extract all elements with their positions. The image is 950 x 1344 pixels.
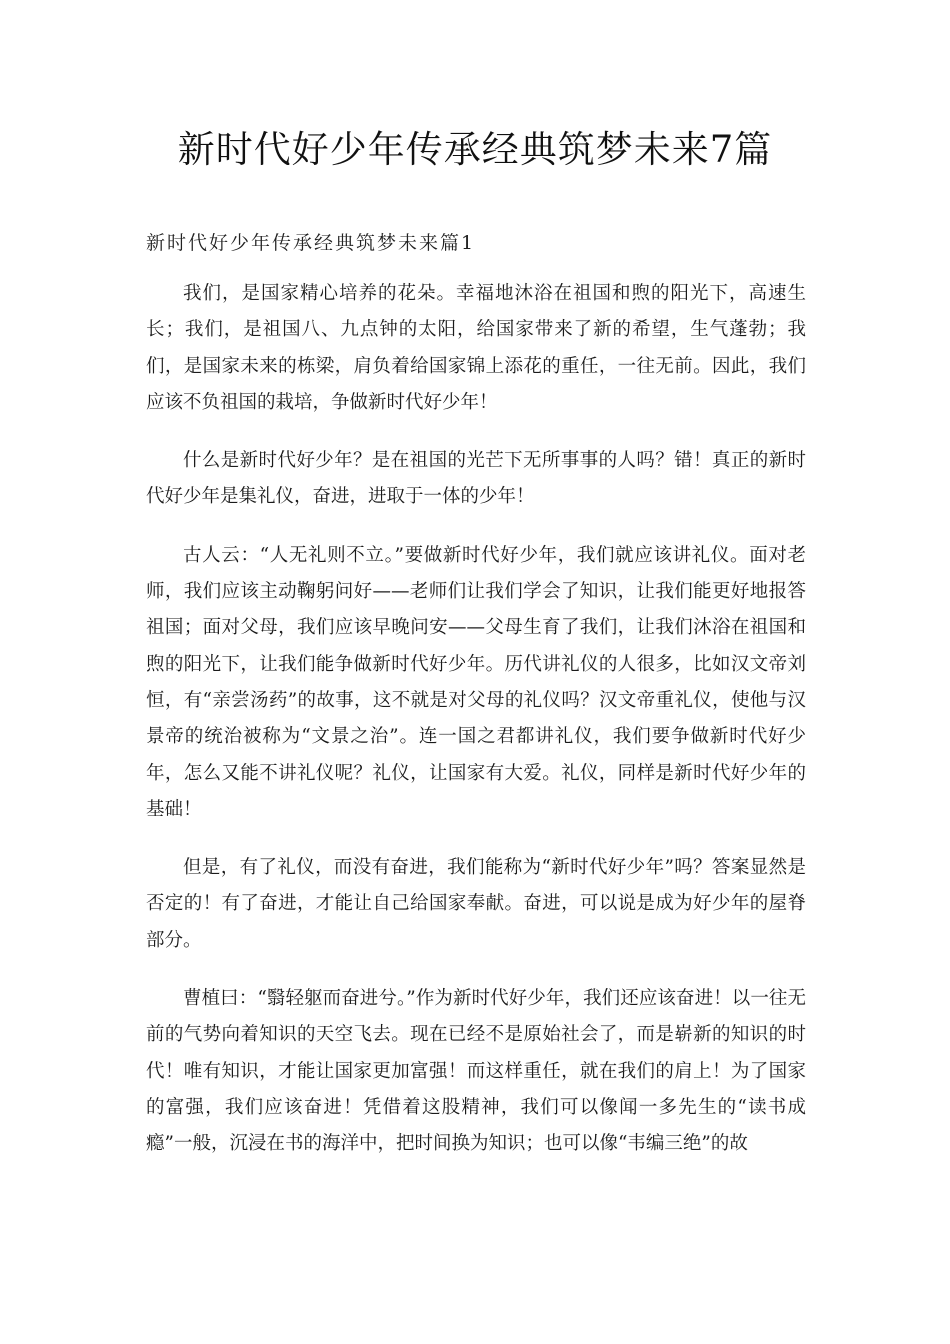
paragraph-1: 我们，是国家精心培养的花朵。幸福地沐浴在祖国和煦的阳光下，高速生长；我们，是祖国八、九点钟的太阳，给国家带来了新的希望，生气蓬勃；我们，是国家未来的栋梁，肩负着给国家锦上添花的重任，一往无前。因此，我们应该不负祖国的栽培，争做新时代好少年！: [146, 283, 806, 413]
paragraph-2: 什么是新时代好少年？是在祖国的光芒下无所事事的人吗？错！真正的新时代好少年是集礼仪，奋进，进取于一体的少年！: [146, 450, 806, 508]
document-body: [146, 276, 806, 1185]
paragraph-5: 曹植曰：“翳轻躯而奋进兮。”作为新时代好少年，我们还应该奋进！以一往无前的气势向着知识的天空飞去。现在已经不是原始社会了，而是崭新的知识的时代！唯有知识，才能让国家更加富强！而这样重任，就在我们的肩上！为了国家的富强，我们应该奋进！凭借着这股精神，我们可以像闻一多先生的“读书成瘾”一般，沉浸在书的海洋中，把时间换为知识；也可以像“韦编三绝”的故: [146, 988, 806, 1155]
document-title: 新时代好少年传承经典筑梦未来7篇: [177, 128, 773, 171]
paragraph-4: 但是，有了礼仪，而没有奋进，我们能称为“新时代好少年”吗？答案显然是否定的！有了奋进，才能让自己给国家奉献。奋进，可以说是成为好少年的屋脊部分。: [146, 857, 806, 951]
section-heading: 新时代好少年传承经典筑梦未来篇1: [146, 232, 476, 254]
paragraph-3: 古人云：“人无礼则不立。”要做新时代好少年，我们就应该讲礼仪。面对老师，我们应该主动鞠躬问好——老师们让我们学会了知识，让我们能更好地报答祖国；面对父母，我们应该早晚问安——父母生育了我们，让我们沐浴在祖国和煦的阳光下，让我们能争做新时代好少年。历代讲礼仪的人很多，比如汉文帝刘恒，有“亲尝汤药”的故事，这不就是对父母的礼仪吗？汉文帝重礼仪，使他与汉景帝的统治被称为“文景之治”。连一国之君都讲礼仪，我们要争做新时代好少年，怎么又能不讲礼仪呢？礼仪，让国家有大爱。礼仪，同样是新时代好少年的基础！: [146, 544, 806, 820]
